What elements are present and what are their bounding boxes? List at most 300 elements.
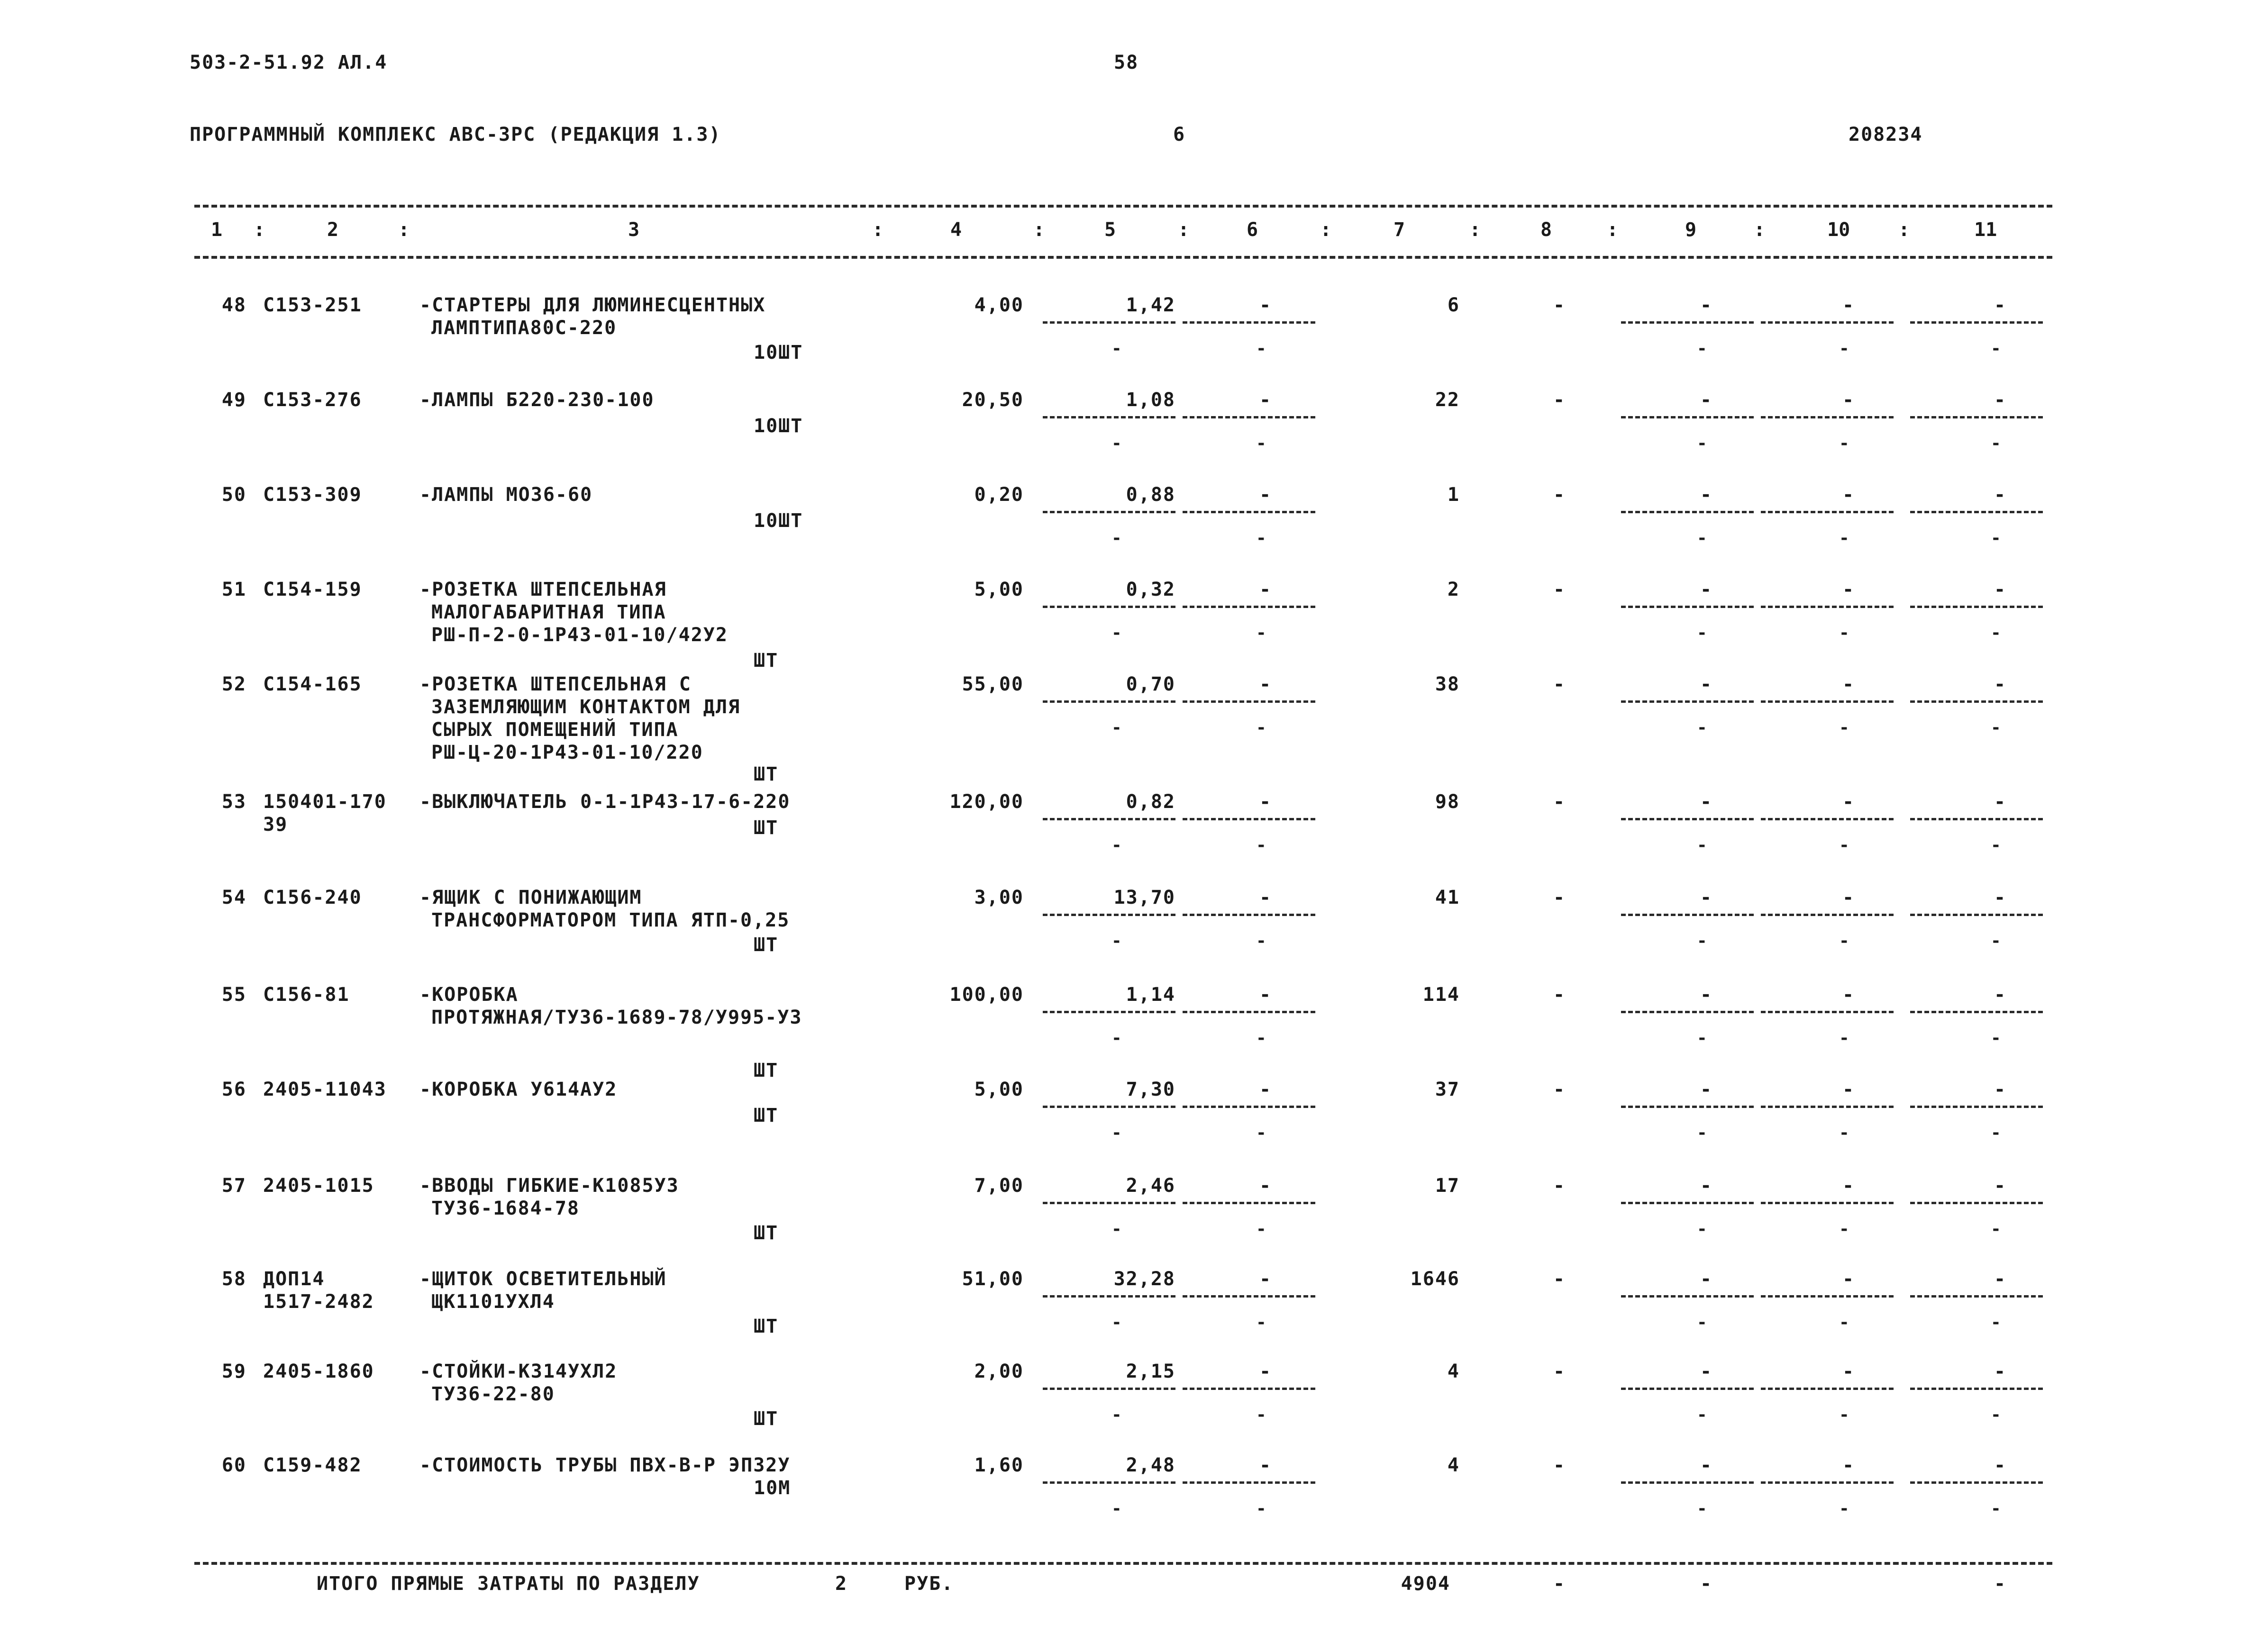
col8-value: - xyxy=(1553,1175,1566,1197)
subline-mark: - xyxy=(1111,1219,1123,1239)
col8-value: - xyxy=(1553,1361,1566,1382)
col11-value: - xyxy=(1994,1079,2007,1100)
unit-price: 2,15 xyxy=(1126,1361,1175,1382)
sub-rule xyxy=(1910,1481,2043,1484)
subline-mark: - xyxy=(1111,1499,1123,1518)
column-number-11: 11 xyxy=(1974,219,1997,241)
sub-rule xyxy=(1910,511,2043,513)
col7-value: 41 xyxy=(1435,887,1460,908)
subline-mark: - xyxy=(1991,931,2002,951)
col9-value: - xyxy=(1700,887,1713,908)
sub-rule xyxy=(1761,1011,1894,1013)
resource-description: -СТОЙКИ-К314УХЛ2 xyxy=(419,1361,618,1382)
col10-value: - xyxy=(1842,673,1855,695)
sub-rule xyxy=(1910,1106,2043,1108)
subline-mark: - xyxy=(1111,1405,1123,1425)
col7-value: 98 xyxy=(1435,791,1460,813)
quantity: 7,00 xyxy=(974,1175,1024,1197)
resource-description: -РОЗЕТКА ШТЕПСЕЛЬНАЯ xyxy=(419,579,667,600)
subline-mark: - xyxy=(1839,718,1850,737)
resource-code-2: 1517-2482 xyxy=(263,1291,374,1313)
unit: ШТ xyxy=(754,1060,779,1081)
subline-mark: - xyxy=(1839,339,1850,358)
subline-mark: - xyxy=(1697,528,1708,548)
subline-mark: - xyxy=(1697,931,1708,951)
col9-value: - xyxy=(1700,579,1713,600)
col10-value: - xyxy=(1842,984,1855,1006)
column-separator: : xyxy=(254,219,265,241)
unit-price: 7,30 xyxy=(1126,1079,1175,1100)
col7-value: 37 xyxy=(1435,1079,1460,1100)
unit-price: 32,28 xyxy=(1113,1268,1175,1290)
sub-rule xyxy=(1761,1106,1894,1108)
col9-value: - xyxy=(1700,1079,1713,1100)
column-separator: : xyxy=(1178,219,1190,241)
resource-description: СЫРЫХ ПОМЕЩЕНИЙ ТИПА xyxy=(431,719,679,741)
col11-value: - xyxy=(1994,984,2007,1006)
subline-mark: - xyxy=(1839,623,1850,643)
column-number-4: 4 xyxy=(950,219,962,241)
unit-price: 1,42 xyxy=(1126,294,1175,316)
resource-code: С154-165 xyxy=(263,673,362,695)
resource-code: 2405-1860 xyxy=(263,1361,374,1382)
unit: 10ШТ xyxy=(754,510,803,532)
sub-rule xyxy=(1043,1106,1175,1108)
sub-rule xyxy=(1043,1202,1175,1204)
sub-rule xyxy=(1043,1481,1175,1484)
col11-value: - xyxy=(1994,1268,2007,1290)
sub-rule xyxy=(1183,511,1315,513)
col7-value: 4 xyxy=(1447,1454,1460,1476)
subline-mark: - xyxy=(1697,835,1708,855)
table-top-rule xyxy=(194,205,2052,208)
subline-mark: - xyxy=(1111,434,1123,453)
subline-mark: - xyxy=(1111,718,1123,737)
column-number-6: 6 xyxy=(1247,219,1258,241)
column-number-9: 9 xyxy=(1685,219,1697,241)
section-number: 6 xyxy=(1173,124,1186,145)
subline-mark: - xyxy=(1991,434,2002,453)
row-number: 58 xyxy=(221,1268,246,1290)
subline-mark: - xyxy=(1256,1313,1267,1332)
col6-value: - xyxy=(1259,791,1272,813)
sub-rule xyxy=(1621,1295,1754,1298)
col6-value: - xyxy=(1259,887,1272,908)
resource-code: С153-276 xyxy=(263,389,362,411)
col6-value: - xyxy=(1259,1454,1272,1476)
column-number-3: 3 xyxy=(628,219,640,241)
col10-value: - xyxy=(1842,579,1855,600)
col8-value: - xyxy=(1553,887,1566,908)
subline-mark: - xyxy=(1839,1123,1850,1143)
subline-mark: - xyxy=(1256,1028,1267,1048)
sub-rule xyxy=(1910,321,2043,324)
resource-description: -СТАРТЕРЫ ДЛЯ ЛЮМИНЕСЦЕНТНЫХ xyxy=(419,294,766,316)
subline-mark: - xyxy=(1256,931,1267,951)
code-right: 208234 xyxy=(1849,124,1923,145)
col11-value: - xyxy=(1994,294,2007,316)
column-number-2: 2 xyxy=(327,219,339,241)
column-separator: : xyxy=(1320,219,1332,241)
subline-mark: - xyxy=(1697,623,1708,643)
resource-code: С154-159 xyxy=(263,579,362,600)
resource-description: -ЩИТОК ОСВЕТИТЕЛЬНЫЙ xyxy=(419,1268,667,1290)
resource-description: -ВВОДЫ ГИБКИЕ-К1085У3 xyxy=(419,1175,679,1197)
col9-value: - xyxy=(1700,673,1713,695)
subline-mark: - xyxy=(1256,339,1267,358)
col9-value: - xyxy=(1700,1268,1713,1290)
subline-mark: - xyxy=(1256,1499,1267,1518)
row-number: 59 xyxy=(221,1361,246,1382)
column-number-1: 1 xyxy=(211,219,223,241)
subline-mark: - xyxy=(1697,1405,1708,1425)
col8-value: - xyxy=(1553,673,1566,695)
sub-rule xyxy=(1183,700,1315,703)
sub-rule xyxy=(1621,1202,1754,1204)
subline-mark: - xyxy=(1111,339,1123,358)
col11-value: - xyxy=(1994,1361,2007,1382)
unit-price: 1,08 xyxy=(1126,389,1175,411)
subline-mark: - xyxy=(1256,1219,1267,1239)
subline-mark: - xyxy=(1839,528,1850,548)
sub-rule xyxy=(1621,818,1754,820)
resource-description: -КОРОБКА У614АУ2 xyxy=(419,1079,618,1100)
sub-rule xyxy=(1183,818,1315,820)
resource-description: -ЯЩИК С ПОНИЖАЮЩИМ xyxy=(419,887,642,908)
col9-value: - xyxy=(1700,484,1713,506)
sub-rule xyxy=(1761,700,1894,703)
resource-description: ТУ36-1684-78 xyxy=(431,1198,580,1219)
col6-value: - xyxy=(1259,389,1272,411)
unit: 10ШТ xyxy=(754,342,803,363)
col9-value: - xyxy=(1700,791,1713,813)
col10-value: - xyxy=(1842,1268,1855,1290)
sub-rule xyxy=(1910,914,2043,916)
sub-rule xyxy=(1621,1481,1754,1484)
unit: ШТ xyxy=(754,650,779,672)
sub-rule xyxy=(1910,818,2043,820)
subline-mark: - xyxy=(1111,528,1123,548)
quantity: 120,00 xyxy=(949,791,1024,813)
column-number-10: 10 xyxy=(1827,219,1850,241)
sub-rule xyxy=(1183,1388,1315,1390)
col8-value: - xyxy=(1553,294,1566,316)
subline-mark: - xyxy=(1839,1028,1850,1048)
subline-mark: - xyxy=(1697,339,1708,358)
resource-description: -КОРОБКА xyxy=(419,984,519,1006)
sub-rule xyxy=(1910,1202,2043,1204)
table-bottom-rule xyxy=(194,1562,2052,1565)
col7-value: 1646 xyxy=(1410,1268,1460,1290)
sub-rule xyxy=(1621,700,1754,703)
col6-value: - xyxy=(1259,1361,1272,1382)
unit: ШТ xyxy=(754,1316,779,1337)
sub-rule xyxy=(1761,1202,1894,1204)
quantity: 0,20 xyxy=(974,484,1024,506)
unit: ШТ xyxy=(754,1105,779,1126)
quantity: 20,50 xyxy=(962,389,1024,411)
subline-mark: - xyxy=(1991,1499,2002,1518)
resource-code-2: 39 xyxy=(263,814,288,835)
row-number: 48 xyxy=(221,294,246,316)
col11-value: - xyxy=(1994,791,2007,813)
sub-rule xyxy=(1761,606,1894,608)
subline-mark: - xyxy=(1991,1028,2002,1048)
col11-value: - xyxy=(1994,484,2007,506)
subline-mark: - xyxy=(1256,528,1267,548)
subline-mark: - xyxy=(1839,1219,1850,1239)
subline-mark: - xyxy=(1256,623,1267,643)
unit-price: 2,48 xyxy=(1126,1454,1175,1476)
sub-rule xyxy=(1621,321,1754,324)
col6-value: - xyxy=(1259,484,1272,506)
col7-value: 114 xyxy=(1422,984,1460,1006)
quantity: 1,60 xyxy=(974,1454,1024,1476)
row-number: 57 xyxy=(221,1175,246,1197)
sub-rule xyxy=(1910,1011,2043,1013)
resource-code: ДОП14 xyxy=(263,1268,325,1290)
quantity: 5,00 xyxy=(974,579,1024,600)
sub-rule xyxy=(1761,1481,1894,1484)
subline-mark: - xyxy=(1697,1219,1708,1239)
subline-mark: - xyxy=(1111,835,1123,855)
row-number: 54 xyxy=(221,887,246,908)
sub-rule xyxy=(1183,1202,1315,1204)
sub-rule xyxy=(1183,606,1315,608)
column-separator: : xyxy=(1469,219,1481,241)
sub-rule xyxy=(1761,416,1894,418)
subline-mark: - xyxy=(1991,623,2002,643)
sub-rule xyxy=(1043,700,1175,703)
quantity: 51,00 xyxy=(962,1268,1024,1290)
col6-value: - xyxy=(1259,984,1272,1006)
unit-price: 2,46 xyxy=(1126,1175,1175,1197)
column-separator: : xyxy=(398,219,410,241)
col7-value: 2 xyxy=(1447,579,1460,600)
subline-mark: - xyxy=(1256,434,1267,453)
col7-value: 4 xyxy=(1447,1361,1460,1382)
sub-rule xyxy=(1761,1388,1894,1390)
resource-description: РШ-Ц-20-1Р43-01-10/220 xyxy=(431,742,703,763)
subline-mark: - xyxy=(1839,1405,1850,1425)
col11-value: - xyxy=(1994,1454,2007,1476)
resource-code: С153-309 xyxy=(263,484,362,506)
sub-rule xyxy=(1043,1011,1175,1013)
sub-rule xyxy=(1183,416,1315,418)
col10-value: - xyxy=(1842,389,1855,411)
row-number: 53 xyxy=(221,791,246,813)
total-amount: 4904 xyxy=(1401,1573,1450,1595)
col10-value: - xyxy=(1842,294,1855,316)
col10-value: - xyxy=(1842,1175,1855,1197)
resource-code: С156-240 xyxy=(263,887,362,908)
sub-rule xyxy=(1043,416,1175,418)
sub-rule xyxy=(1043,321,1175,324)
col7-value: 38 xyxy=(1435,673,1460,695)
sub-rule xyxy=(1621,1011,1754,1013)
sub-rule xyxy=(1621,606,1754,608)
col7-value: 6 xyxy=(1447,294,1460,316)
resource-code: С153-251 xyxy=(263,294,362,316)
subline-mark: - xyxy=(1697,1313,1708,1332)
subline-mark: - xyxy=(1111,1313,1123,1332)
total-col11: - xyxy=(1994,1573,2007,1595)
program-title: ПРОГРАММНЫЙ КОМПЛЕКС АВС-3РС (РЕДАКЦИЯ 1.3) xyxy=(190,124,721,145)
resource-code: 150401-170 xyxy=(263,791,387,813)
subline-mark: - xyxy=(1839,931,1850,951)
col8-value: - xyxy=(1553,389,1566,411)
resource-description: ЛАМПТИПА80С-220 xyxy=(431,317,617,339)
unit: ШТ xyxy=(754,1222,779,1244)
subline-mark: - xyxy=(1991,718,2002,737)
sub-rule xyxy=(1621,511,1754,513)
row-number: 56 xyxy=(221,1079,246,1100)
row-number: 50 xyxy=(221,484,246,506)
col11-value: - xyxy=(1994,673,2007,695)
col8-value: - xyxy=(1553,1268,1566,1290)
col9-value: - xyxy=(1700,294,1713,316)
col10-value: - xyxy=(1842,484,1855,506)
sub-rule xyxy=(1761,818,1894,820)
sub-rule xyxy=(1910,700,2043,703)
col6-value: - xyxy=(1259,294,1272,316)
quantity: 4,00 xyxy=(974,294,1024,316)
col10-value: - xyxy=(1842,791,1855,813)
sub-rule xyxy=(1910,1388,2043,1390)
subline-mark: - xyxy=(1697,1123,1708,1143)
sub-rule xyxy=(1761,511,1894,513)
column-number-8: 8 xyxy=(1540,219,1552,241)
col9-value: - xyxy=(1700,1361,1713,1382)
col8-value: - xyxy=(1553,1079,1566,1100)
col10-value: - xyxy=(1842,887,1855,908)
subline-mark: - xyxy=(1697,1028,1708,1048)
column-number-7: 7 xyxy=(1394,219,1405,241)
row-number: 55 xyxy=(221,984,246,1006)
subline-mark: - xyxy=(1839,434,1850,453)
col6-value: - xyxy=(1259,1079,1272,1100)
unit: ШТ xyxy=(754,934,779,956)
sub-rule xyxy=(1761,1295,1894,1298)
subline-mark: - xyxy=(1256,718,1267,737)
col6-value: - xyxy=(1259,673,1272,695)
subline-mark: - xyxy=(1839,1499,1850,1518)
column-number-5: 5 xyxy=(1104,219,1116,241)
col8-value: - xyxy=(1553,1454,1566,1476)
resource-description: -РОЗЕТКА ШТЕПСЕЛЬНАЯ С xyxy=(419,673,692,695)
row-number: 60 xyxy=(221,1454,246,1476)
unit: 10ШТ xyxy=(754,415,803,437)
unit-price: 0,70 xyxy=(1126,673,1175,695)
unit: ШТ xyxy=(754,817,779,839)
column-separator: : xyxy=(872,219,884,241)
resource-code: С159-482 xyxy=(263,1454,362,1476)
col11-value: - xyxy=(1994,887,2007,908)
table-header-rule xyxy=(194,256,2052,259)
quantity: 55,00 xyxy=(962,673,1024,695)
sub-rule xyxy=(1183,1011,1315,1013)
col6-value: - xyxy=(1259,579,1272,600)
resource-description: -ЛАМПЫ Б220-230-100 xyxy=(419,389,655,411)
subline-mark: - xyxy=(1256,1405,1267,1425)
unit-price: 13,70 xyxy=(1113,887,1175,908)
resource-description: ПРОТЯЖНАЯ/ТУ36-1689-78/У995-У3 xyxy=(431,1007,802,1028)
unit: 10М xyxy=(754,1477,791,1499)
column-separator: : xyxy=(1607,219,1619,241)
sub-rule xyxy=(1043,818,1175,820)
row-number: 49 xyxy=(221,389,246,411)
subline-mark: - xyxy=(1111,1028,1123,1048)
resource-description: -ВЫКЛЮЧАТЕЛЬ 0-1-1Р43-17-6-220 xyxy=(419,791,791,813)
subline-mark: - xyxy=(1697,1499,1708,1518)
unit-price: 1,14 xyxy=(1126,984,1175,1006)
quantity: 3,00 xyxy=(974,887,1024,908)
subline-mark: - xyxy=(1991,1405,2002,1425)
sub-rule xyxy=(1761,914,1894,916)
sub-rule xyxy=(1621,914,1754,916)
sub-rule xyxy=(1043,511,1175,513)
col9-value: - xyxy=(1700,984,1713,1006)
sub-rule xyxy=(1621,416,1754,418)
sub-rule xyxy=(1621,1106,1754,1108)
col9-value: - xyxy=(1700,1454,1713,1476)
col8-value: - xyxy=(1553,984,1566,1006)
row-number: 52 xyxy=(221,673,246,695)
column-separator: : xyxy=(1898,219,1910,241)
subline-mark: - xyxy=(1839,1313,1850,1332)
col6-value: - xyxy=(1259,1268,1272,1290)
unit: ШТ xyxy=(754,763,779,785)
unit-price: 0,88 xyxy=(1126,484,1175,506)
col7-value: 22 xyxy=(1435,389,1460,411)
quantity: 100,00 xyxy=(949,984,1024,1006)
subline-mark: - xyxy=(1111,623,1123,643)
quantity: 2,00 xyxy=(974,1361,1024,1382)
resource-description: ТУ36-22-80 xyxy=(431,1383,555,1405)
subline-mark: - xyxy=(1697,718,1708,737)
subline-mark: - xyxy=(1111,931,1123,951)
col10-value: - xyxy=(1842,1079,1855,1100)
sub-rule xyxy=(1621,1388,1754,1390)
total-col8: - xyxy=(1553,1573,1566,1595)
resource-description: МАЛОГАБАРИТНАЯ ТИПА xyxy=(431,601,666,623)
sub-rule xyxy=(1043,914,1175,916)
column-separator: : xyxy=(1033,219,1045,241)
unit-price: 0,32 xyxy=(1126,579,1175,600)
total-section: 2 xyxy=(835,1573,848,1595)
resource-description: -СТОИМОСТЬ ТРУБЫ ПВХ-В-Р ЭП32У xyxy=(419,1454,791,1476)
sub-rule xyxy=(1910,1295,2043,1298)
col7-value: 1 xyxy=(1447,484,1460,506)
sub-rule xyxy=(1910,416,2043,418)
col8-value: - xyxy=(1553,579,1566,600)
subline-mark: - xyxy=(1991,339,2002,358)
row-number: 51 xyxy=(221,579,246,600)
col10-value: - xyxy=(1842,1361,1855,1382)
col8-value: - xyxy=(1553,484,1566,506)
col11-value: - xyxy=(1994,1175,2007,1197)
subline-mark: - xyxy=(1697,434,1708,453)
col6-value: - xyxy=(1259,1175,1272,1197)
quantity: 5,00 xyxy=(974,1079,1024,1100)
document-code: 503-2-51.92 АЛ.4 xyxy=(190,52,388,73)
total-currency: РУБ. xyxy=(904,1573,954,1595)
sub-rule xyxy=(1043,1295,1175,1298)
col9-value: - xyxy=(1700,1175,1713,1197)
unit-price: 0,82 xyxy=(1126,791,1175,813)
subline-mark: - xyxy=(1991,1219,2002,1239)
col10-value: - xyxy=(1842,1454,1855,1476)
